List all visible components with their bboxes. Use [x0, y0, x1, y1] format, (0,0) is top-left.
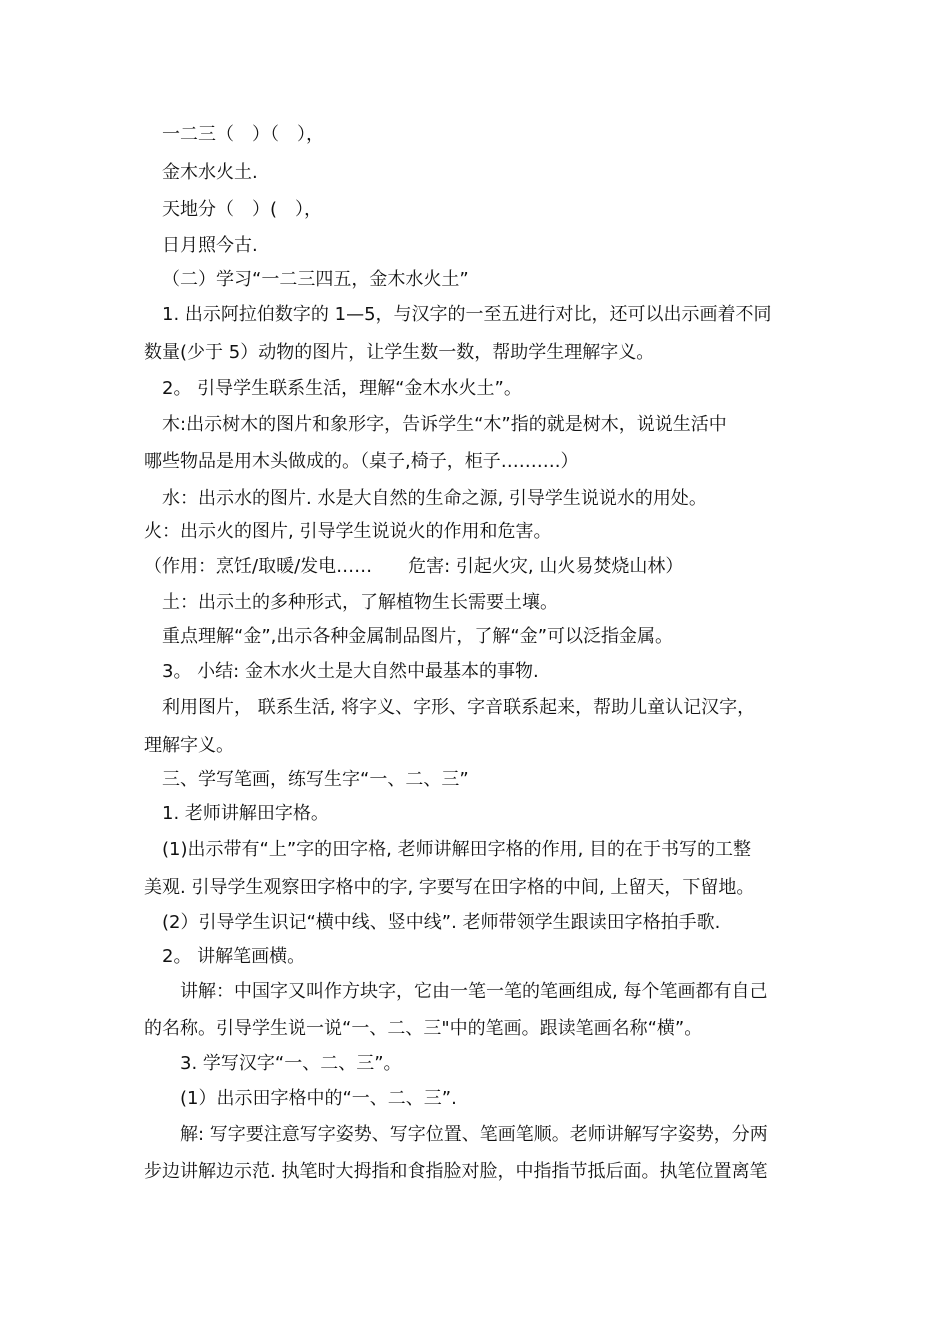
text-line-26: 的名称。引导学生说一说“一、二、三"中的笔画。跟读笔画名称“横”。: [144, 1018, 703, 1039]
text-line-11: 水：出示水的图片. 水是大自然的生命之源, 引导学生说说水的用处。: [162, 488, 707, 509]
text-line-4: 日月照今古.: [162, 235, 258, 256]
text-line-2: 金木水火土.: [162, 162, 258, 183]
text-line-29: 解: 写字要注意写字姿势、写字位置、笔画笔顺。老师讲解写字姿势，分两: [180, 1124, 768, 1145]
text-line-22: 美观. 引导学生观察田字格中的字, 字要写在田字格的中间, 上留天，下留地。: [144, 877, 755, 898]
text-line-14: 土：出示土的多种形式，了解植物生长需要土壤。: [162, 592, 558, 613]
text-line-20: 1. 老师讲解田字格。: [162, 803, 329, 824]
text-line-24: 2。 讲解笔画横。: [162, 946, 306, 967]
text-line-28: (1）出示田字格中的“一、二、三”.: [180, 1088, 457, 1109]
text-line-8: 2。 引导学生联系生活，理解“金木水火土”。: [162, 378, 522, 399]
text-line-21: (1)出示带有“上”字的田字格, 老师讲解田字格的作用, 目的在于书写的工整: [162, 839, 752, 860]
text-line-7: 数量(少于 5）动物的图片，让学生数一数，帮助学生理解字义。: [144, 342, 655, 363]
text-line-12: 火：出示火的图片, 引导学生说说火的作用和危害。: [144, 521, 552, 542]
text-line-16: 3。 小结: 金木水火土是大自然中最基本的事物.: [162, 661, 539, 682]
text-line-25: 讲解：中国字又叫作方块字，它由一笔一笔的笔画组成, 每个笔画都有自己: [180, 981, 768, 1002]
section-heading-3: 三、学写笔画，练写生字“一、二、三”: [162, 769, 469, 790]
section-heading-2: （二）学习“一二三四五，金木水火土”: [162, 269, 469, 290]
text-line-13: （作用：烹饪/取暖/发电…… 危害: 引起火灾, 山火易焚烧山林）: [144, 556, 684, 577]
text-line-23: (2）引导学生识记“横中线、竖中线”. 老师带领学生跟读田字格拍手歌.: [162, 912, 721, 933]
text-line-10: 哪些物品是用木头做成的。（桌子,椅子，柜子……….）: [144, 451, 579, 472]
text-line-30: 步边讲解边示范. 执笔时大拇指和食指脸对脸，中指指节抵后面。执笔位置离笔: [144, 1161, 768, 1182]
text-line-9: 木:出示树木的图片和象形字，告诉学生“木”指的就是树木，说说生活中: [162, 414, 727, 435]
text-line-18: 理解字义。: [144, 735, 234, 756]
text-line-1: 一二三（ ）（ ），: [162, 124, 324, 145]
text-line-3: 天地分（ ）( ），: [162, 199, 323, 220]
text-line-6: 1. 出示阿拉伯数字的 1—5，与汉字的一至五进行对比，还可以出示画着不同: [162, 304, 772, 325]
text-line-17: 利用图片， 联系生活, 将字义、字形、字音联系起来，帮助儿童认记汉字，: [162, 697, 756, 718]
text-line-27: 3. 学写汉字“一、二、三”。: [180, 1053, 402, 1074]
text-line-15: 重点理解“金”,出示各种金属制品图片，了解“金”可以泛指金属。: [162, 626, 674, 647]
